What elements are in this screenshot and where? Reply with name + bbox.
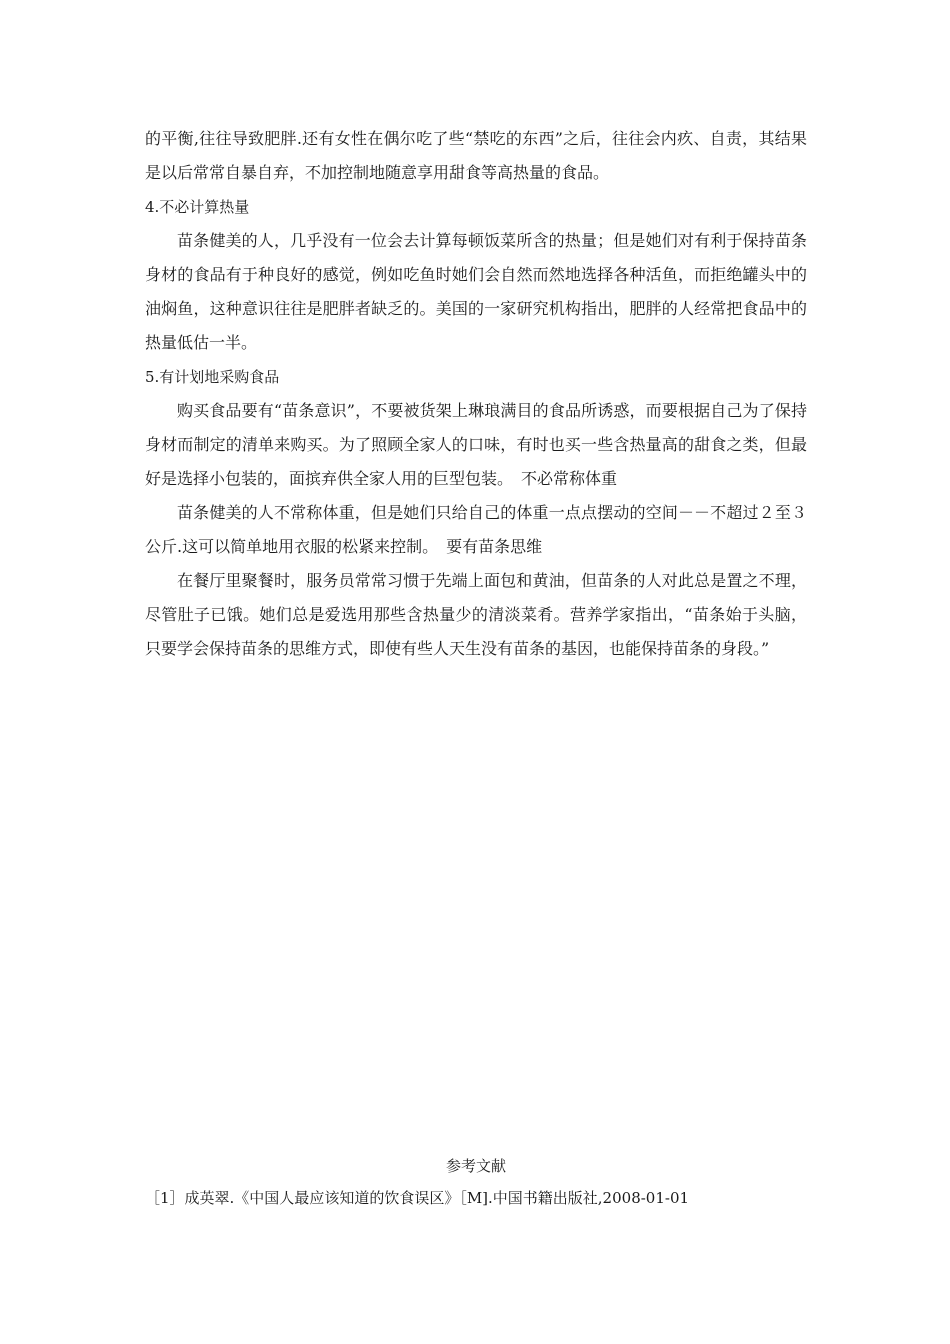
paragraph-section-6: 苗条健美的人不常称体重，但是她们只给自己的体重一点点摆动的空间－－不超过２至３公斤.这可以简单地用衣服的松紧来控制。 要有苗条思维 [145, 503, 807, 556]
reference-item: ［1］成英翠.《中国人最应该知道的饮食误区》［M].中国书籍出版社,2008-01-01 [145, 1189, 690, 1207]
section-heading-5: 5.有计划地采购食品 [145, 368, 280, 386]
paragraph-section-4: 苗条健美的人，几乎没有一位会去计算每顿饭菜所含的热量；但是她们对有利于保持苗条身材的食品有于种良好的感觉，例如吃鱼时她们会自然而然地选择各种活鱼，而拒绝罐头中的油焖鱼，这种意识往往是肥胖者缺乏的。美国的一家研究机构指出，肥胖的人经常把食品中的热量低估一半。 [145, 231, 807, 352]
document-body [145, 122, 807, 666]
section-heading-4: 4.不必计算热量 [145, 198, 250, 216]
paragraph-section-7: 在餐厅里聚餐时，服务员常常习惯于先端上面包和黄油，但苗条的人对此总是置之不理，尽管肚子已饿。她们总是爱选用那些含热量少的清淡菜肴。营养学家指出，“苗条始于头脑，只要学会保持苗条的思维方式，即使有些人天生没有苗条的基因，也能保持苗条的身段。” [145, 571, 807, 658]
paragraph-section-5: 购买食品要有“苗条意识”，不要被货架上琳琅满目的食品所诱惑，而要根据自己为了保持身材而制定的清单来购买。为了照顾全家人的口味，有时也买一些含热量高的甜食之类，但最好是选择小包装的，面摈弃供全家人用的巨型包装。 不必常称体重 [145, 401, 807, 488]
paragraph-continued: 的平衡,往往导致肥胖.还有女性在偶尔吃了些“禁吃的东西”之后，往往会内疚、自责，其结果是以后常常自暴自弃，不加控制地随意享用甜食等高热量的食品。 [145, 129, 807, 182]
references-title: 参考文献 [445, 1157, 506, 1175]
references-section [145, 1150, 807, 1214]
